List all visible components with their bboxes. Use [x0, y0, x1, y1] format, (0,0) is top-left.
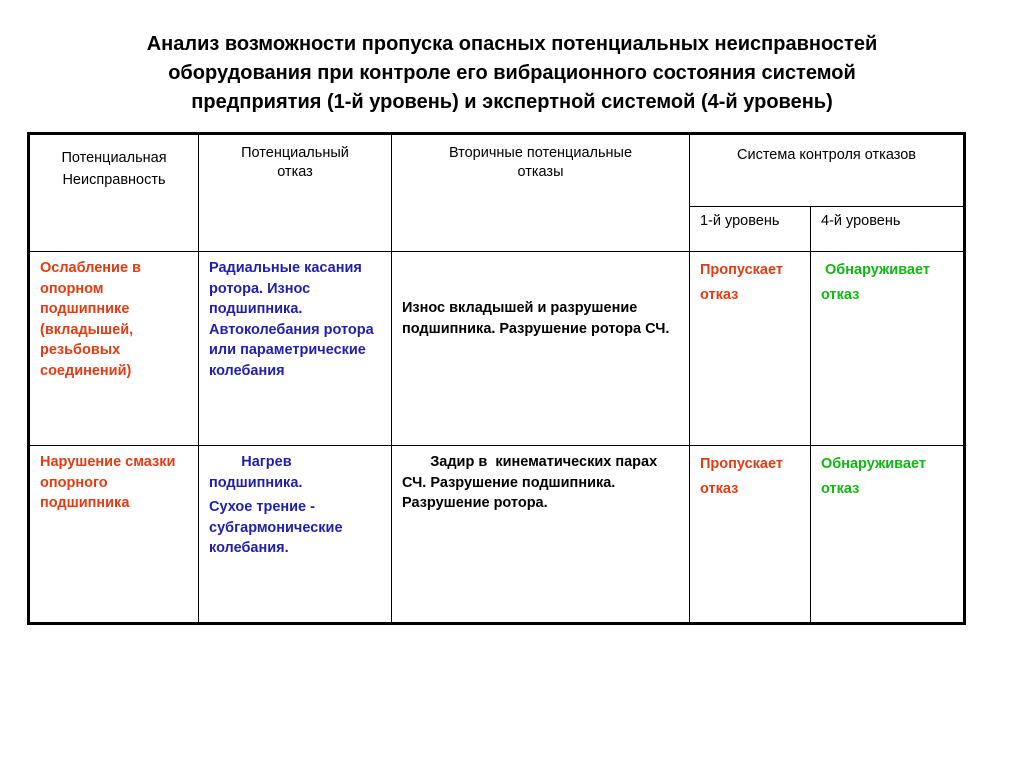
header-potential-failure-line2: отказ: [277, 164, 313, 180]
row-failure-text: Радиальные касания ротора. Износ подшипника. Автоколебания ротора или параметрические колебания: [209, 260, 374, 379]
title-line-1: Анализ возможности пропуска опасных потенциальных неисправностей: [146, 33, 878, 55]
table-row: [29, 252, 965, 446]
header-potential-fault-line2: Неисправность: [62, 172, 166, 188]
row-secondary-cell: [392, 252, 690, 446]
row-level1-text: Пропускает отказ: [700, 262, 783, 303]
row-secondary-text: Задир в кинематических парах СЧ. Разрушение подшипника. Разрушение ротора.: [402, 454, 662, 511]
row-level4-cell: [811, 446, 965, 624]
row-fault-text: Нарушение смазки опорного подшипника: [40, 454, 176, 511]
header-potential-failure: [199, 134, 392, 252]
row-fault-text: Ослабление в опорном подшипнике (вкладышей, резьбовых соединений): [40, 260, 141, 379]
row-fault-cell: [29, 252, 199, 446]
header-potential-fault-line1: Потенциальная: [61, 150, 167, 166]
row-level4-text: Обнаруживает отказ: [821, 262, 934, 303]
header-level-1: 1-й уровень: [690, 207, 811, 252]
table-header-row: [29, 134, 965, 207]
header-secondary-failures-line2: отказы: [517, 164, 564, 180]
title-line-2: оборудования при контроле его вибрационного состояния системой: [168, 62, 856, 84]
row-fault-cell: [29, 446, 199, 624]
header-potential-fault: [29, 134, 199, 252]
row-level1-text: Пропускает отказ: [700, 456, 783, 497]
header-control-system: Система контроля отказов: [690, 134, 965, 207]
row-failure-text: Нагрев подшипника.: [209, 454, 303, 491]
header-secondary-failures: [392, 134, 690, 252]
title-line-3: предприятия (1-й уровень) и экспертной системой (4-й уровень): [191, 91, 833, 113]
row-level1-cell: [690, 252, 811, 446]
page-title: [60, 30, 964, 117]
fault-analysis-table: [27, 132, 966, 625]
row-failure-cell: [199, 252, 392, 446]
row-level1-cell: [690, 446, 811, 624]
header-potential-failure-line1: Потенциальный: [241, 145, 349, 161]
row-failure-cell: [199, 446, 392, 624]
table-row: [29, 446, 965, 624]
row-secondary-cell: [392, 446, 690, 624]
header-secondary-failures-line1: Вторичные потенциальные: [448, 145, 633, 161]
row-level4-text: Обнаруживает отказ: [821, 456, 926, 497]
row-level4-cell: [811, 252, 965, 446]
row-failure-extra-text: Сухое трение - субгармонические колебания.: [209, 499, 343, 556]
header-level-4: 4-й уровень: [811, 207, 965, 252]
row-secondary-text: Износ вкладышей и разрушение подшипника. Разрушение ротора СЧ.: [402, 300, 670, 337]
